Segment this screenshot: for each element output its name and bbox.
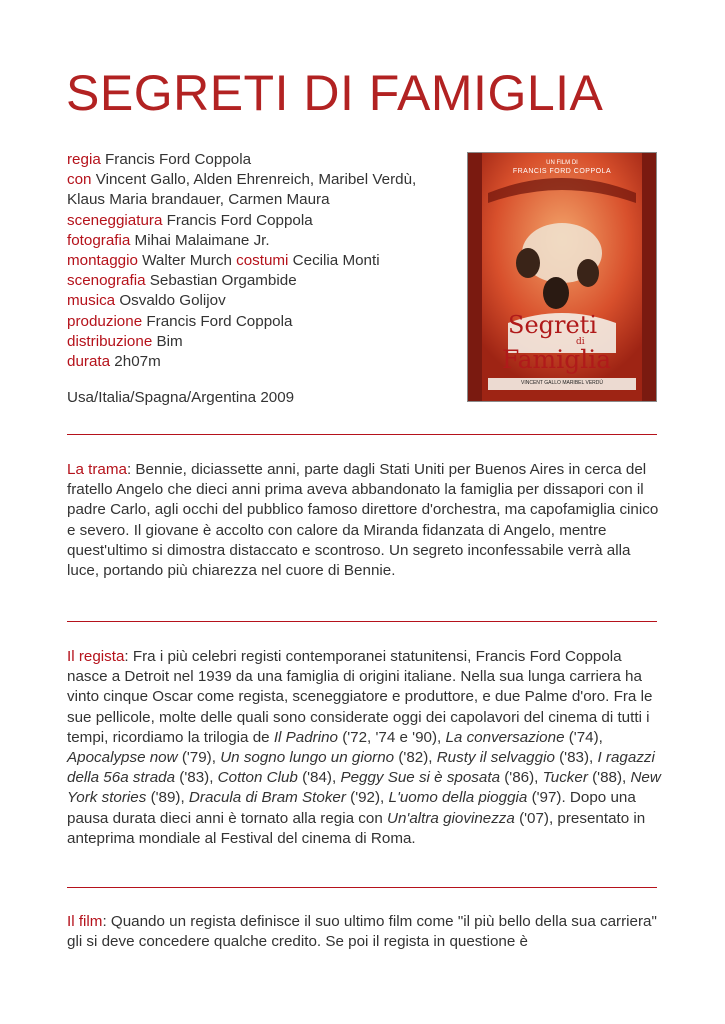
- credits-block: [67, 150, 457, 372]
- credit-label: costumi: [236, 252, 289, 270]
- credit-label: con: [67, 171, 92, 189]
- page-title: SEGRETI DI FAMIGLIA: [66, 65, 604, 121]
- section-divider: [67, 887, 657, 888]
- credit-value: Francis Ford Coppola: [100, 151, 252, 168]
- section-label: Il regista: [67, 648, 125, 665]
- film-title: L'uomo della pioggia: [388, 789, 528, 807]
- film-title: Il Padrino: [273, 728, 338, 746]
- section-text: ('74),: [564, 728, 603, 746]
- credit-label: durata: [67, 353, 111, 371]
- section-text: ('84),: [297, 769, 341, 787]
- section-label: La trama: [67, 461, 127, 478]
- section-text: : Quando un regista definisce il suo ultimo film come "il più bello della sua carriera" gli si deve concedere qualche credito. Se poi il regista in questione è: [67, 913, 657, 951]
- poster-title-di: di: [576, 337, 585, 347]
- film-title: Cotton Club: [217, 769, 298, 787]
- section-text: : Bennie, diciassette anni, parte dagli Stati Uniti per Buenos Aires in cerca del fratello Angelo che dieci anni prima aveva abbandonato la famiglia per dissapori con il padre Carlo, agli occhi del pubblico famoso direttore d'orchestra, ma capofamiglia cinico e severo. Il giovane è accolto con calore da Miranda fidanzata di Angelo, mentre quest'ultimo si dimostra distaccato e scontroso. Un segreto inconfessabile verrà alla luce, portando più chiarezza nel cuore di Bennie.: [67, 461, 659, 580]
- poster-title-line1: Segreti: [508, 311, 598, 339]
- section-divider: [67, 621, 657, 622]
- credit-musica: [67, 291, 457, 311]
- section-text: ('92),: [345, 789, 389, 807]
- credit-scenografia: [67, 271, 457, 291]
- section-divider: [67, 434, 657, 435]
- section-text: ('86),: [500, 769, 543, 787]
- film-title: Dracula di Bram Stoker: [188, 789, 346, 807]
- credit-distribuzione: [67, 332, 457, 352]
- credit-value: 2h07m: [110, 353, 161, 371]
- credit-cast: [67, 170, 457, 190]
- credit-value: Francis Ford Coppola: [162, 211, 313, 229]
- film-title: Un'altra giovinezza: [387, 809, 515, 827]
- credit-produzione: [67, 312, 457, 332]
- credit-montaggio: [67, 251, 457, 271]
- credit-label: produzione: [67, 312, 143, 330]
- movie-poster: [467, 152, 657, 402]
- section-text: ('72, '74 e '90),: [337, 728, 446, 746]
- credit-sceneggiatura: [67, 211, 457, 231]
- film-title: Tucker: [542, 769, 588, 787]
- credit-label: fotografia: [67, 231, 131, 249]
- film-title: La conversazione: [445, 728, 565, 746]
- credit-value: Vincent Gallo, Alden Ehrenreich, Maribel Verdù,: [91, 171, 417, 189]
- credit-value: Osvaldo Golijov: [115, 292, 226, 310]
- film-title: I ragazzi della 56a strada: [67, 749, 655, 787]
- section-label: Il film: [67, 913, 103, 930]
- section-text: : Fra i più celebri registi contemporanei statunitensi, Francis Ford Coppola nasce a Detroit nel 1939 da una famiglia di origini italiane. Nella sua lunga carriera ha vinto cinque Oscar come regista, sceneggiatore e produttore, e due Palme d'oro. Fra le sue pellicole, molte delle quali sono considerate oggi dei capolavori del cinema di tutti i tempi, ricordiamo la trilogia de: [67, 648, 653, 746]
- section-trama: [67, 460, 662, 581]
- section-text: ('07), presentato in anteprima mondiale al Festival del cinema di Roma.: [67, 809, 646, 847]
- section-text: ('83),: [175, 769, 218, 787]
- section-text: ('83),: [554, 749, 598, 767]
- credit-fotografia: [67, 231, 457, 251]
- credit-cast-cont: [67, 190, 457, 210]
- credit-durata: [67, 352, 457, 372]
- credit-label: sceneggiatura: [67, 211, 163, 229]
- film-title: Apocalypse now: [67, 749, 178, 767]
- poster-top-line2: FRANCIS FORD COPPOLA: [512, 168, 612, 175]
- poster-cast: VINCENT GALLO MARIBEL VERDÚ: [521, 380, 603, 386]
- credit-regia: [67, 150, 457, 170]
- section-text: ('89),: [146, 789, 189, 807]
- film-title: New York stories: [67, 769, 661, 807]
- section-text: ('82),: [394, 749, 437, 767]
- section-regista: [67, 647, 662, 849]
- film-title: Peggy Sue si è sposata: [340, 769, 501, 787]
- section-film: [67, 912, 662, 952]
- film-title: Rusty il selvaggio: [436, 749, 555, 767]
- credit-value: Bim: [152, 332, 183, 350]
- credit-value: Klaus Maria brandauer, Carmen Maura: [67, 191, 330, 209]
- production-origin: Usa/Italia/Spagna/Argentina 2009: [67, 389, 295, 406]
- film-title: Un sogno lungo un giorno: [220, 749, 395, 767]
- credit-label: scenografia: [67, 272, 146, 290]
- poster-top-line1: UN FILM DI: [546, 160, 578, 166]
- credit-label: distribuzione: [67, 332, 153, 350]
- credit-label: montaggio: [67, 252, 138, 270]
- credit-value: Francis Ford Coppola: [142, 312, 293, 330]
- section-text: ('88),: [587, 769, 631, 787]
- section-text: ('79),: [177, 749, 221, 767]
- credit-value: Mihai Malaimane Jr.: [130, 231, 270, 249]
- credit-value: Walter Murch: [137, 252, 237, 270]
- credit-value: Sebastian Orgambide: [145, 272, 297, 290]
- credit-label: regia: [67, 151, 101, 168]
- credit-label: musica: [67, 292, 116, 310]
- section-text: ('97). Dopo una pausa durata dieci anni è tornato alla regia con: [67, 789, 636, 827]
- credit-value: Cecilia Monti: [288, 252, 380, 270]
- poster-title-line2: Famiglia: [502, 345, 612, 374]
